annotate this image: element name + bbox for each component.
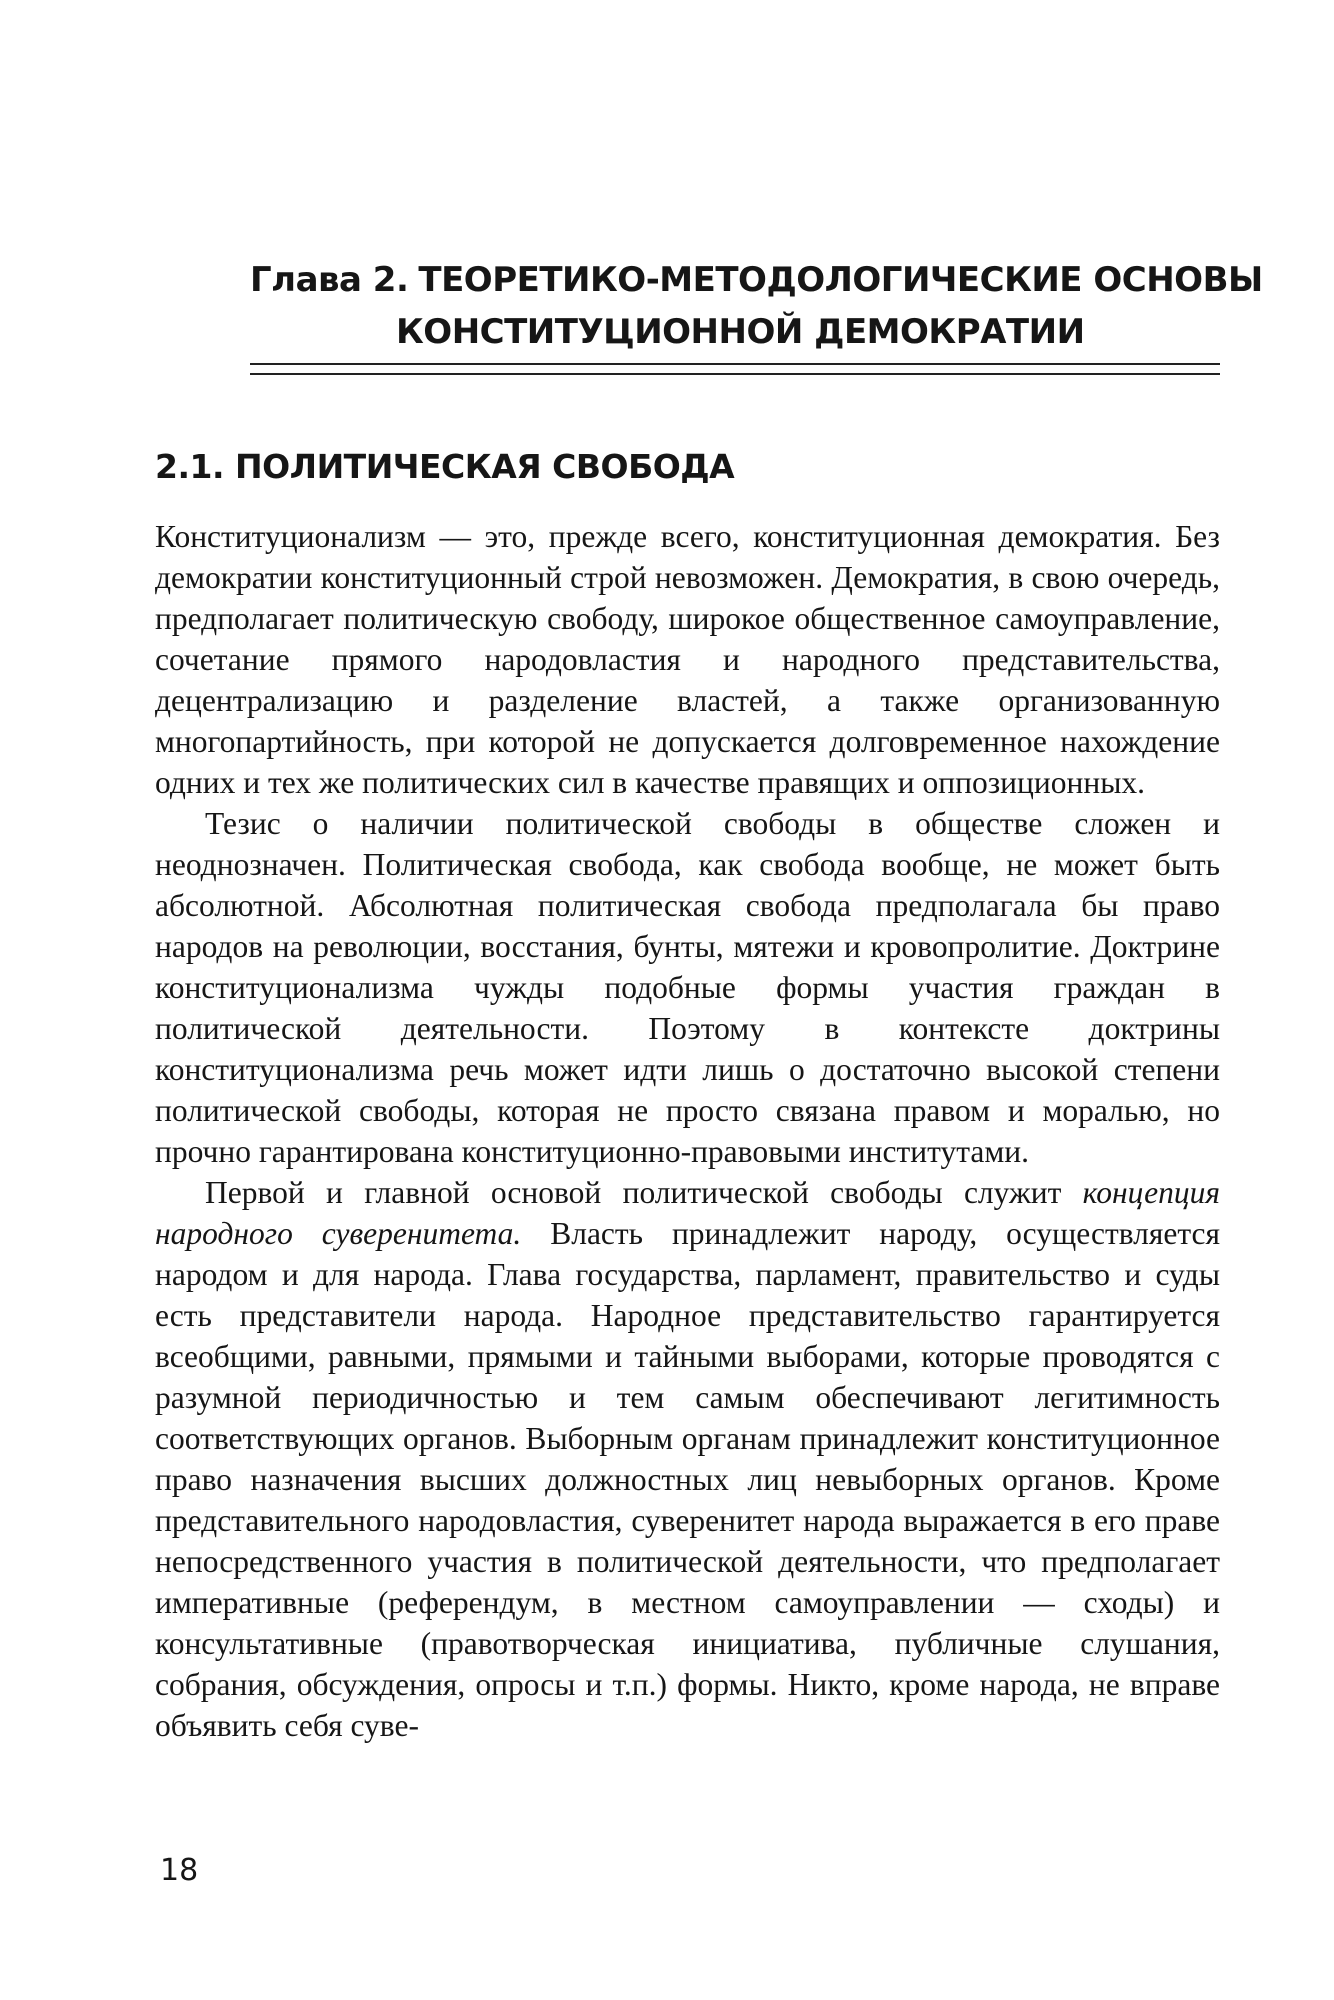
chapter-prefix: Глава 2. [250,260,409,300]
chapter-title-line1: ТЕОРЕТИКО-МЕТОДОЛОГИЧЕСКИЕ ОСНОВЫ [418,260,1263,300]
section-heading: 2.1. ПОЛИТИЧЕСКАЯ СВОБОДА [155,447,735,486]
emphasized-term: концепция народного суверенитета. [155,1175,1220,1251]
body-text [155,516,1220,1746]
page-number: 18 [160,1853,199,1888]
chapter-heading [250,254,1263,358]
chapter-divider-top [250,363,1220,365]
paragraph: Конституционализм — это, прежде всего, конституционная демократия. Без демократии конституционный строй невозможен. Демократия, в свою очередь, предполагает политическую свободу, широкое общественное самоуправление, сочетание прямого народовластия и народного представительства, децентрализацию и разделение властей, а также организованную многопартийность, при которой не допускается долговременное нахождение одних и тех же политических сил в качестве правящих и оппозиционных. [155,519,1220,800]
paragraph-text: Первой и главной основой политической свободы служит [205,1175,1083,1210]
paragraph [155,1172,1220,1746]
chapter-divider-bottom [250,373,1220,375]
paragraph: Тезис о наличии политической свободы в обществе сложен и неоднозначен. Политическая свобода, как свобода вообще, не может быть абсолютной. Абсолютная политическая свобода предполагала бы право народов на революции, восстания, бунты, мятежи и кровопролитие. Доктрине конституционализма чужды подобные формы участия граждан в политической деятельности. Поэтому в контексте доктрины конституционализма речь может идти лишь о достаточно высокой степени политической свободы, которая не просто связана правом и моралью, но прочно гарантирована конституционно-правовыми институтами. [155,806,1220,1169]
chapter-heading-line1 [250,254,1263,306]
paragraph-text: Власть принадлежит народу, осуществляется народом и для народа. Глава государства, парламент, правительство и суды есть представители народа. Народное представительство гарантируется всеобщими, равными, прямыми и тайными выборами, которые проводятся с разумной периодичностью и тем самым обеспечивают легитимность соответствующих органов. Выборным органам принадлежит конституционное право назначения высших должностных лиц невыборных органов. Кроме представительного народовластия, суверенитет народа выражается в его праве непосредственного участия в политической деятельности, что предполагает императивные (референдум, в местном самоуправлении — сходы) и консультативные (правотворческая инициатива, публичные слушания, собрания, обсуждения, опросы и т.п.) формы. Никто, кроме народа, не вправе объявить себя суве- [155,1216,1220,1743]
chapter-title-line2: КОНСТИТУЦИОННОЙ ДЕМОКРАТИИ [396,312,1085,352]
